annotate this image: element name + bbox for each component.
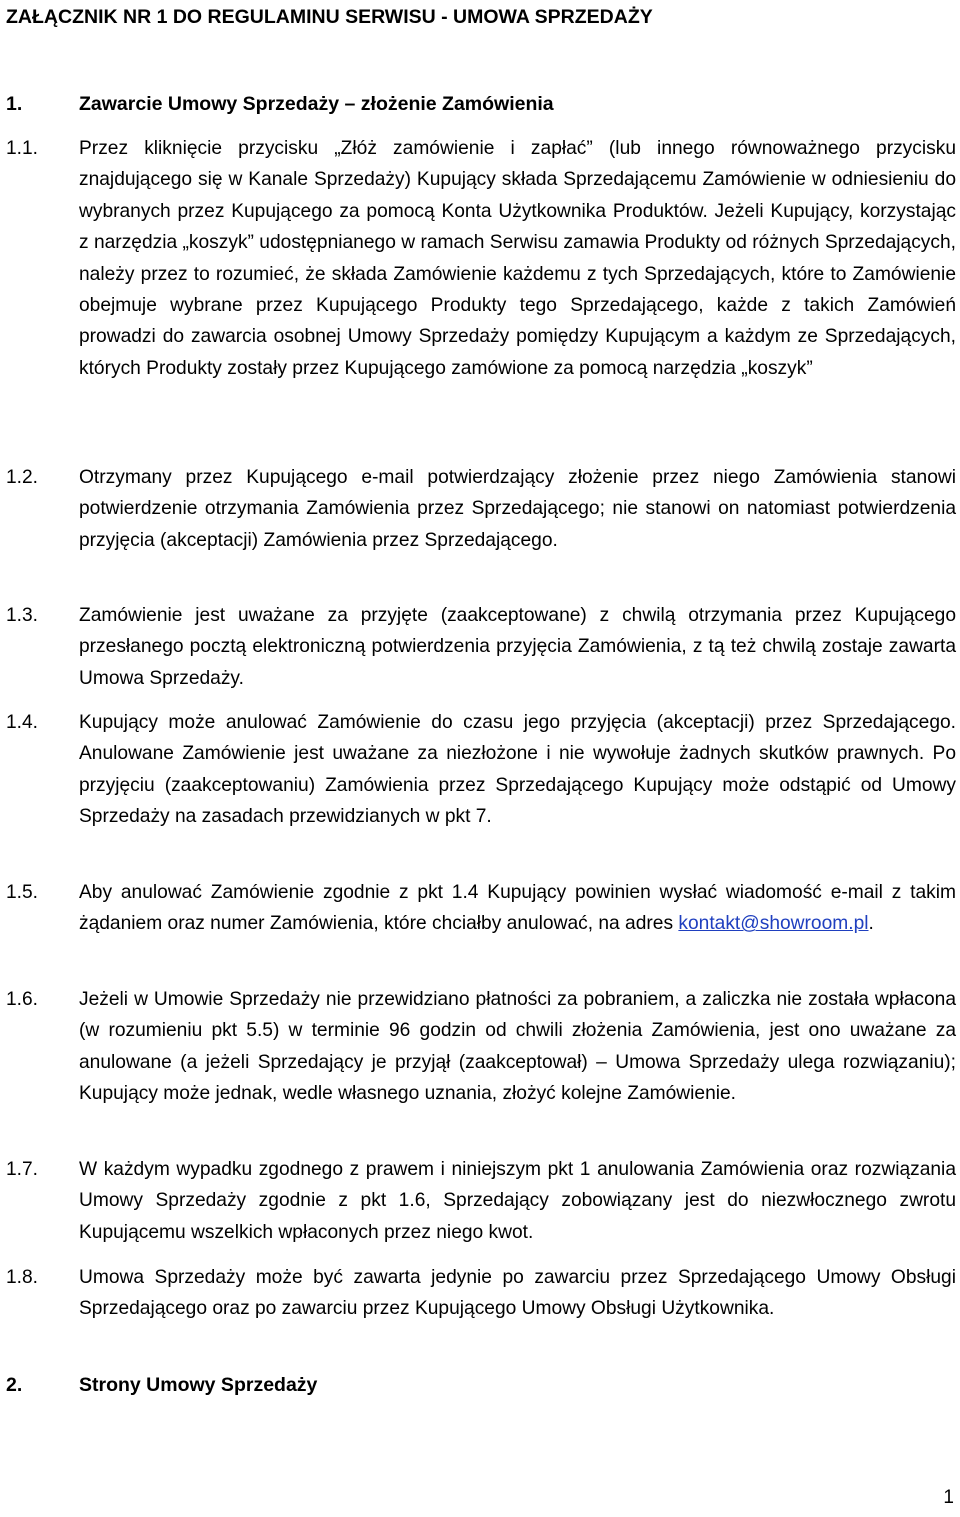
- paragraph-text-before-link: Aby anulować Zamówienie zgodnie z pkt 1.4 Kupujący powinien wysłać wiadomość e-mail z takim żądaniem oraz numer Zamówienia, które chciałby anulować, na adres: [79, 882, 956, 935]
- paragraph-1-4: [6, 707, 956, 833]
- paragraph-number: 1.5.: [6, 882, 39, 903]
- paragraph-text: Otrzymany przez Kupującego e-mail potwierdzający złożenie przez niego Zamówienia stanowi potwierdzenie otrzymania Zamówienia przez Sprzedającego; nie stanowi on natomiast potwierdzenia przyjęcia (akceptacji) Zamówienia przez Sprzedającego.: [79, 467, 956, 551]
- paragraph-1-8: [6, 1262, 956, 1325]
- section-number: 1.: [6, 93, 23, 115]
- paragraph-number: 1.4.: [6, 712, 39, 733]
- section-heading-2: [6, 1372, 317, 1398]
- paragraph-number: 1.6.: [6, 989, 39, 1010]
- section-number: 2.: [6, 1374, 23, 1396]
- page-number: 1: [943, 1487, 954, 1508]
- paragraph-1-1: [6, 133, 956, 384]
- paragraph-number: 1.8.: [6, 1267, 39, 1288]
- paragraph-text-after-link: .: [868, 913, 874, 935]
- paragraph-number: 1.1.: [6, 138, 39, 159]
- paragraph-number: 1.7.: [6, 1159, 39, 1180]
- paragraph-number: 1.2.: [6, 467, 39, 488]
- paragraph-1-2: [6, 462, 956, 556]
- section-title: Zawarcie Umowy Sprzedaży – złożenie Zamówienia: [79, 93, 554, 115]
- paragraph-text: W każdym wypadku zgodnego z prawem i niniejszym pkt 1 anulowania Zamówienia oraz rozwiązania Umowy Sprzedaży zgodnie z pkt 1.6, Sprzedający zobowiązany jest do niezwłocznego zwrotu Kupującemu wszelkich wpłaconych przez niego kwot.: [79, 1159, 956, 1243]
- paragraph-text: Kupujący może anulować Zamówienie do czasu jego przyjęcia (akceptacji) przez Sprzedającego. Anulowane Zamówienie jest uważane za niezłożone i nie wywołuje żadnych skutków prawnych. Po przyjęciu (zaakceptowaniu) Zamówienia przez Sprzedającego Kupujący może odstąpić od Umowy Sprzedaży na zasadach przewidzianych w pkt 7.: [79, 712, 956, 828]
- email-link[interactable]: kontakt@showroom.pl: [678, 913, 869, 935]
- paragraph-text: [79, 877, 956, 940]
- paragraph-1-5: [6, 877, 956, 940]
- paragraph-text: Umowa Sprzedaży może być zawarta jedynie po zawarciu przez Sprzedającego Umowy Obsługi Sprzedającego oraz po zawarciu przez Kupującego Umowy Obsługi Użytkownika.: [79, 1267, 956, 1320]
- paragraph-text: Zamówienie jest uważane za przyjęte (zaakceptowane) z chwilą otrzymania przez Kupującego przesłanego pocztą elektroniczną potwierdzenia przyjęcia Zamówienia, z tą też chwilą zostaje zawarta Umowa Sprzedaży.: [79, 605, 956, 689]
- document-title: ZAŁĄCZNIK NR 1 DO REGULAMINU SERWISU - UMOWA SPRZEDAŻY: [6, 6, 653, 28]
- section-title: Strony Umowy Sprzedaży: [79, 1374, 318, 1396]
- paragraph-1-7: [6, 1154, 956, 1248]
- paragraph-text: Jeżeli w Umowie Sprzedaży nie przewidziano płatności za pobraniem, a zaliczka nie została wpłacona (w rozumieniu pkt 5.5) w terminie 96 godzin od chwili złożenia Zamówienia, jest ono uważane za anulowane (a jeżeli Sprzedający je przyjął (zaakceptował) – Umowa Sprzedaży ulega rozwiązaniu); Kupujący może jednak, wedle własnego uznania, złożyć kolejne Zamówienie.: [79, 989, 956, 1105]
- paragraph-1-6: [6, 984, 956, 1110]
- paragraph-text: Przez kliknięcie przycisku „Złóż zamówienie i zapłać” (lub innego równoważnego przycisku znajdującego się w Kanale Sprzedaży) Kupujący składa Sprzedającemu Zamówienie w odniesieniu do wybranych przez Kupującego za pomocą Konta Użytkownika Produktów. Jeżeli Kupujący, korzystając z narzędzia „koszyk” udostępnianego w ramach Serwisu zamawia Produkty od różnych Sprzedających, należy przez to rozumieć, że składa Zamówienie każdemu z tych Sprzedających, które to Zamówienie obejmuje wybrane przez Kupującego Produkty tego Sprzedającego, każde z takich Zamówień prowadzi do zawarcia osobnej Umowy Sprzedaży pomiędzy Kupującym a każdym ze Sprzedających, których Produkty zostały przez Kupującego zamówione za pomocą narzędzia „koszyk”: [79, 138, 956, 379]
- section-heading-1: [6, 91, 554, 117]
- paragraph-1-3: [6, 600, 956, 694]
- paragraph-number: 1.3.: [6, 605, 39, 626]
